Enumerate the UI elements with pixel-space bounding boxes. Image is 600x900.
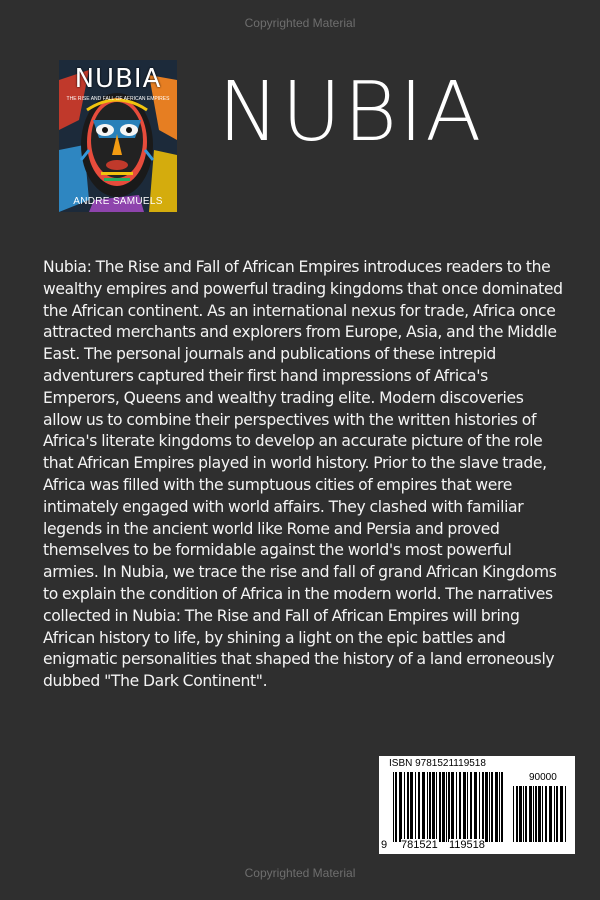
barcode-digits-right: 119518 xyxy=(449,839,485,851)
price-code: 90000 xyxy=(529,772,557,783)
isbn-label: ISBN 9781521119518 xyxy=(389,758,486,769)
barcode-digit-first: 9 xyxy=(381,839,388,851)
isbn-barcode xyxy=(379,756,575,854)
copyright-watermark-bottom: Copyrighted Material xyxy=(244,866,356,880)
copyright-watermark-top: Copyrighted Material xyxy=(244,16,356,30)
book-description: Nubia: The Rise and Fall of African Empires introduces readers to the wealthy empires and powerful trading kingdoms that once dominated the African continent. As an international nexus for trade, Africa once attracted merchants and explorers from Europe, Asia, and the Middle East. The personal journals and publications of these intrepid adventurers captured their first hand impressions of Africa's Emperors, Queens and wealthy trading elite. Modern discoveries allow us to combine their perspectives with the written histories of Africa's literate kingdoms to develop an accurate picture of the role that African Empires played in world history. Prior to the slave trade, Africa was filled with the sumptuous cities of empires that were intimately engaged with world affairs. They clashed with familiar legends in the ancient world like Rome and Persia and proved themselves to be formidable against the world's most powerful armies. In Nubia, we trace the rise and fall of grand African Kingdoms to explain the condition of Africa in the modern world. The narratives collected in Nubia: The Rise and Fall of African Empires will bring African history to life, by shining a light on the epic battles and enigmatic personalities that shaped the history of a land erroneously dubbed "The Dark Continent". xyxy=(43,258,563,691)
cover-thumbnail-author: ANDRE SAMUELS xyxy=(73,196,163,207)
cover-thumbnail-title: NUBIA xyxy=(74,64,162,94)
cover-thumbnail xyxy=(59,60,177,212)
barcode-digits-left: 781521 xyxy=(401,839,438,851)
book-title: NUBIA xyxy=(218,65,484,160)
cover-thumbnail-subtitle: THE RISE AND FALL OF AFRICAN EMPIRES xyxy=(66,96,170,102)
